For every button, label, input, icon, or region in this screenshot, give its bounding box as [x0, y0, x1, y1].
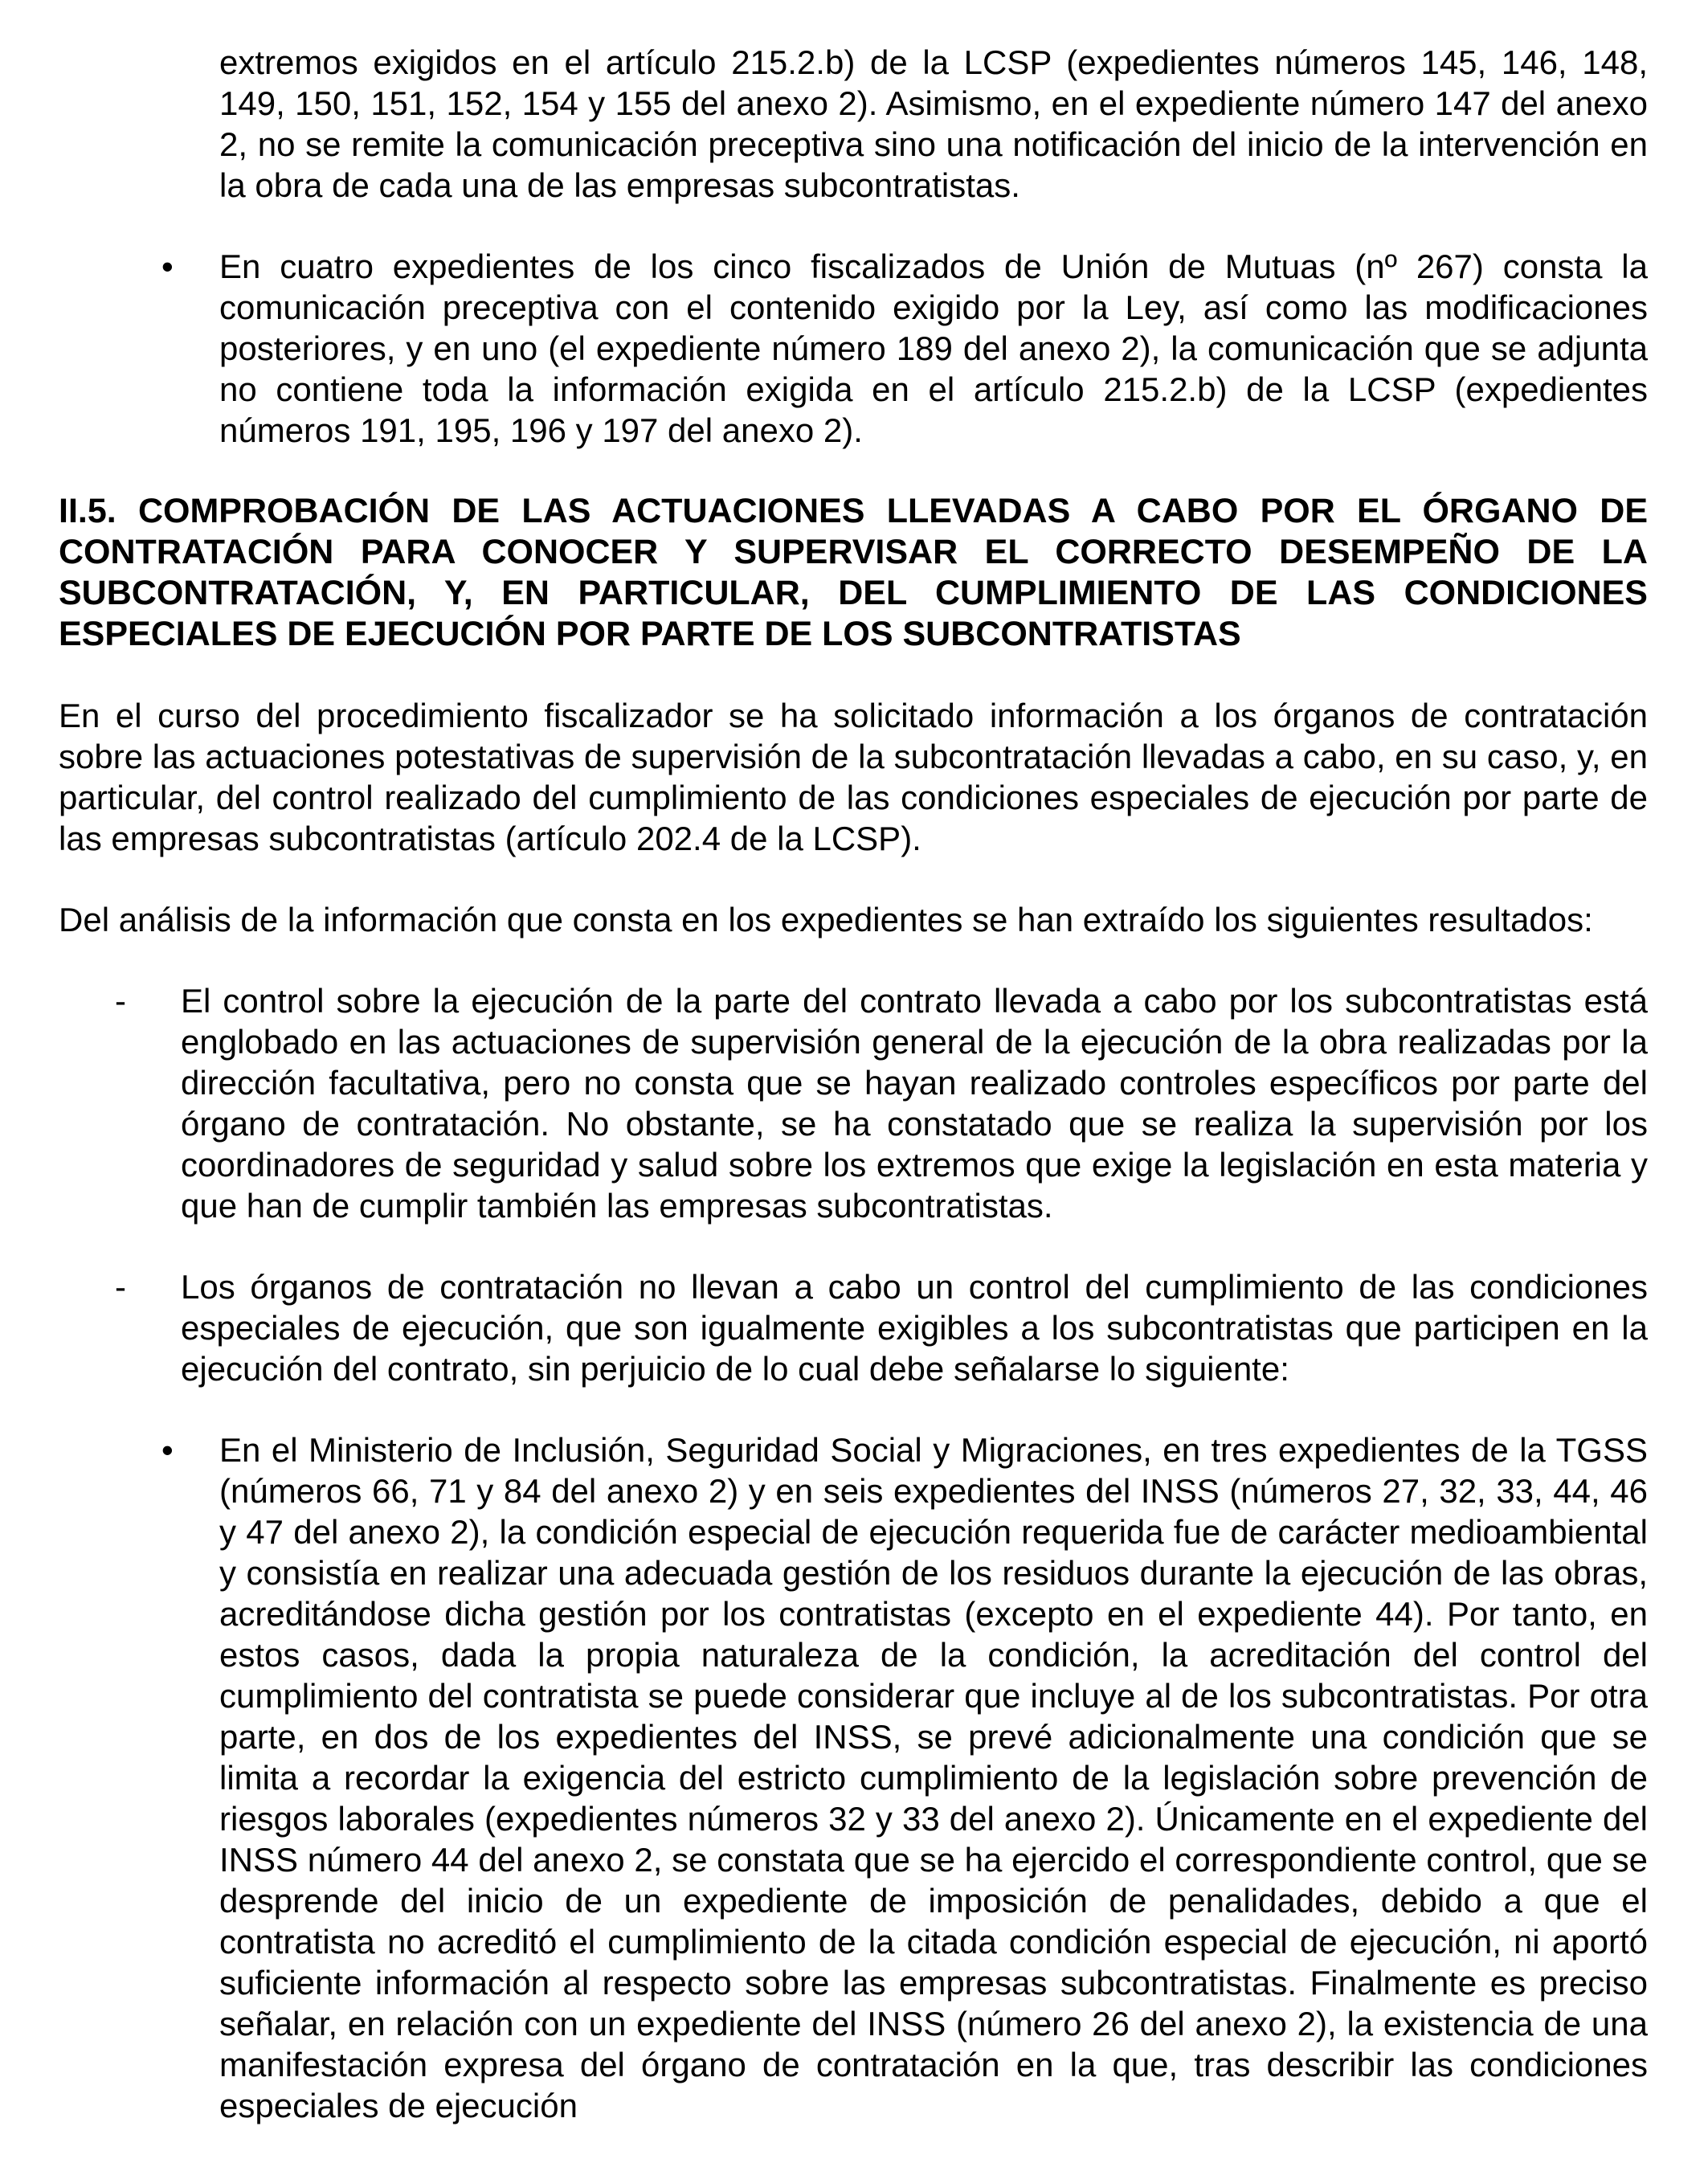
results-paragraph: Del análisis de la información que consta en los expedientes se han extraído los siguientes resultados:: [59, 901, 1593, 938]
bullet-marker: •: [161, 247, 174, 285]
bullet-text: En el Ministerio de Inclusión, Seguridad Social y Migraciones, en tres expedientes de la TGSS (números 66, 71 y 84 del anexo 2) y en seis expedientes del INSS (números 27, 32, 33, 44, 46 y 47 del anexo 2), la condición especial de ejecución requerida fue de carácter medioambiental y consistía en realizar una adecuada gestión de los residuos durante la ejecución de las obras, acreditándose dicha gestión por los contratistas (excepto en el expediente 44). Por tanto, en estos casos, dada la propia naturaleza de la condición, la acreditación del control del cumplimiento del contratista se puede considerar que incluye al de los subcontratistas. Por otra parte, en dos de los expedientes del INSS, se prevé adicionalmente una condición que se limita a recordar la exigencia del estricto cumplimiento de la legislación sobre prevención de riesgos laborales (expedientes números 32 y 33 del anexo 2). Únicamente en el expediente del INSS número 44 del anexo 2, se constata que se ha ejercido el correspondiente control, que se desprende del inicio de un expediente de imposición de penalidades, debido a que el contratista no acreditó el cumplimiento de la citada condición especial de ejecución, ni aportó suficiente información al respecto sobre las empresas subcontratistas. Finalmente es preciso señalar, en relación con un expediente del INSS (número 26 del anexo 2), la existencia de una manifestación expresa del órgano de contratación en la que, tras describir las condiciones especiales de ejecución: [219, 1431, 1648, 2124]
dash-item-control-ejecucion: [59, 980, 1648, 1226]
bullet-item-ministerio-inclusion: [59, 1429, 1648, 2126]
dash-item-organos-contratacion: [59, 1266, 1648, 1389]
section-heading-ii5: II.5. COMPROBACIÓN DE LAS ACTUACIONES LLEVADAS A CABO POR EL ÓRGANO DE CONTRATACIÓN PARA CONOCER Y SUPERVISAR EL CORRECTO DESEMPEÑO DE LA SUBCONTRATACIÓN, Y, EN PARTICULAR, DEL CUMPLIMIENTO DE LAS CONDICIONES ESPECIALES DE EJECUCIÓN POR PARTE DE LOS SUBCONTRATISTAS: [59, 492, 1648, 653]
bullet-text: En cuatro expedientes de los cinco fiscalizados de Unión de Mutuas (nº 267) consta la comunicación preceptiva con el contenido exigido por la Ley, así como las modificaciones posteriores, y en uno (el expediente número 189 del anexo 2), la comunicación que se adjunta no contiene toda la información exigida en el artículo 215.2.b) de la LCSP (expedientes números 191, 195, 196 y 197 del anexo 2).: [219, 247, 1648, 449]
intro-paragraph: extremos exigidos en el artículo 215.2.b) de la LCSP (expedientes números 145, 146, 148, 149, 150, 151, 152, 154 y 155 del anexo 2). Asimismo, en el expediente número 147 del anexo 2, no se remite la comunicación preceptiva sino una notificación del inicio de la intervención en la obra de cada una de las empresas subcontratistas.: [219, 43, 1648, 204]
dash-text: El control sobre la ejecución de la parte del contrato llevada a cabo por los subcontratistas está englobado en las actuaciones de supervisión general de la ejecución de la obra realizadas por la dirección facultativa, pero no consta que se hayan realizado controles específicos por parte del órgano de contratación. No obstante, se ha constatado que se realiza la supervisión por los coordinadores de seguridad y salud sobre los extremos que exige la legislación en esta materia y que han de cumplir también las empresas subcontratistas.: [181, 982, 1648, 1225]
dash-marker: -: [115, 1268, 126, 1306]
bullet-item-union-mutuas: [59, 246, 1648, 451]
bullet-marker: •: [161, 1431, 174, 1469]
dash-marker: -: [115, 982, 126, 1020]
procedure-paragraph: En el curso del procedimiento fiscalizador se ha solicitado información a los órganos de contratación sobre las actuaciones potestativas de supervisión de la subcontratación llevadas a cabo, en su caso, y, en particular, del control realizado del cumplimiento de las condiciones especiales de ejecución por parte de las empresas subcontratistas (artículo 202.4 de la LCSP).: [59, 697, 1648, 857]
dash-text: Los órganos de contratación no llevan a cabo un control del cumplimiento de las condiciones especiales de ejecución, que son igualmente exigibles a los subcontratistas que participen en la ejecución del contrato, sin perjuicio de lo cual debe señalarse lo siguiente:: [181, 1268, 1648, 1388]
